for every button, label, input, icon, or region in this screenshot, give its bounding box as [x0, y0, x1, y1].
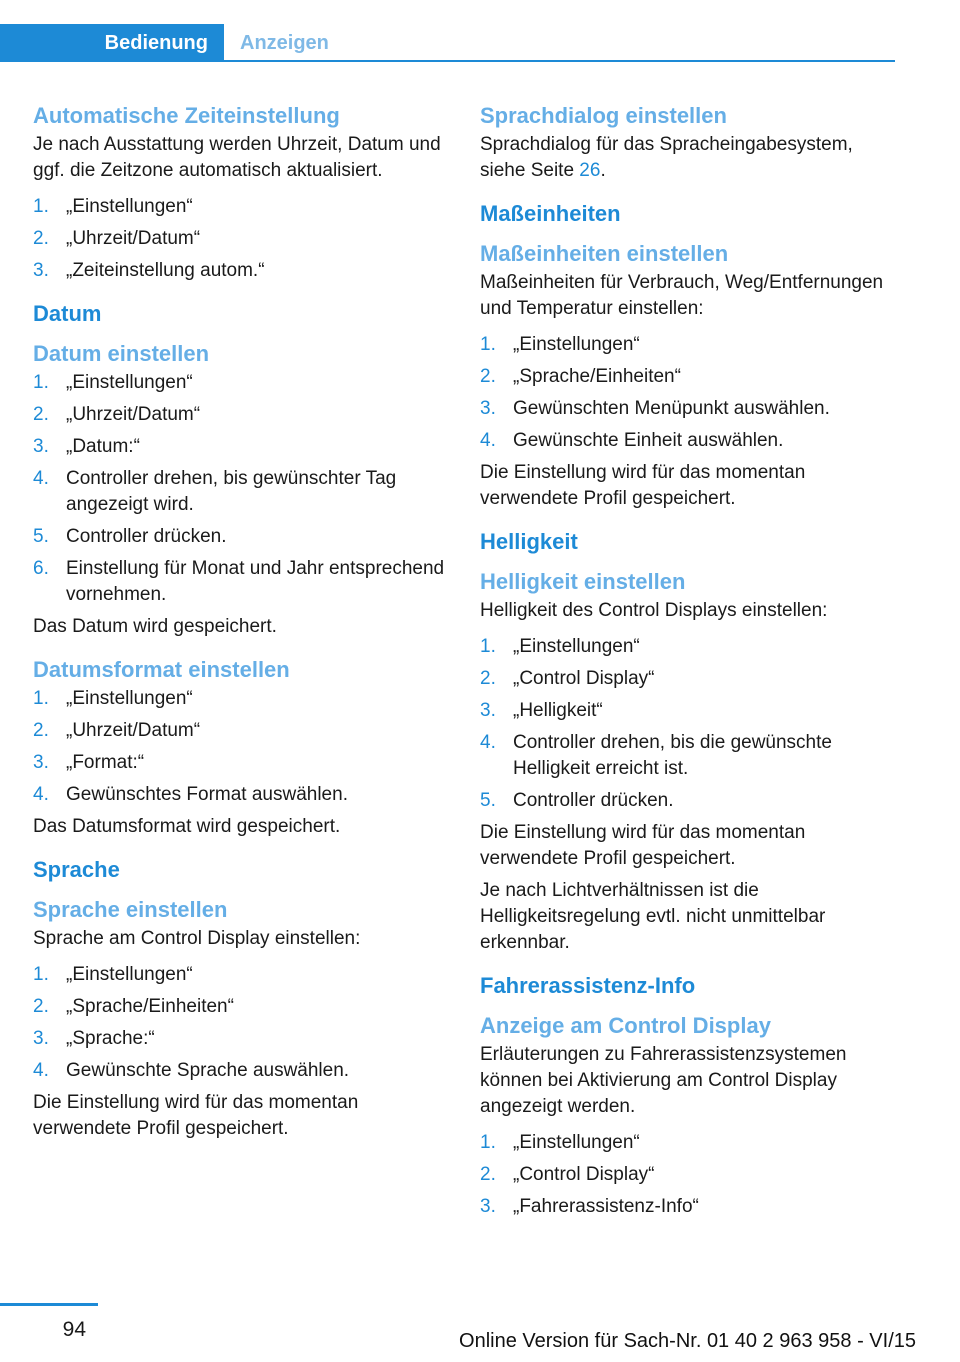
masseinheiten-intro: Maßeinheiten für Verbrauch, Weg/Entfernungen und Temperatur einstellen: [480, 272, 884, 319]
footer-version: Online Version für Sach-Nr. 01 40 2 963 958 - VI/15 [459, 1330, 916, 1352]
list-item [480, 396, 900, 422]
datum-steps [33, 370, 453, 608]
list-item [33, 994, 453, 1020]
step-text: Controller drehen, bis die gewünschte Helligkeit erreicht ist. [513, 732, 832, 779]
list-item [33, 1026, 453, 1052]
list-item [33, 1058, 453, 1084]
section-auto-zeit [33, 102, 453, 284]
step-number: 2. [33, 996, 49, 1017]
heading-datumsformat: Datumsformat einstellen [33, 657, 290, 682]
step-number: 2. [33, 228, 49, 249]
list-item [480, 634, 900, 660]
step-text: Gewünschten Menüpunkt auswählen. [513, 398, 830, 419]
step-text: „Sprache/Einheiten“ [513, 366, 681, 387]
step-number: 3. [33, 1028, 49, 1049]
step-text: „Einstellungen“ [66, 964, 193, 985]
step-text: „Control Display“ [513, 668, 655, 689]
step-text: „Sprache:“ [66, 1028, 155, 1049]
step-text: Controller drücken. [66, 526, 227, 547]
step-text: „Einstellungen“ [513, 334, 640, 355]
step-text: „Einstellungen“ [513, 636, 640, 657]
step-text: „Helligkeit“ [513, 700, 603, 721]
list-item [480, 1194, 900, 1220]
list-item [33, 782, 453, 808]
masseinheiten-steps [480, 332, 900, 454]
left-column [33, 102, 453, 1158]
heading-datum-einstellen: Datum einstellen [33, 341, 210, 366]
step-text: „Einstellungen“ [513, 1132, 640, 1153]
list-item [33, 686, 453, 712]
step-number: 2. [33, 720, 49, 741]
section-helligkeit [480, 568, 900, 956]
step-number: 4. [33, 468, 49, 489]
heading-helligkeit-einstellen: Helligkeit einstellen [480, 569, 686, 594]
sprache-steps [33, 962, 453, 1084]
step-number: 4. [33, 784, 49, 805]
datumsformat-note: Das Datumsformat wird gespeichert. [33, 816, 341, 837]
step-number: 1. [33, 372, 49, 393]
step-text: „Uhrzeit/Datum“ [66, 720, 201, 741]
heading-auto-zeit: Automatische Zeiteinstellung [33, 103, 340, 128]
step-text: „Datum:“ [66, 436, 140, 457]
step-number: 5. [33, 526, 49, 547]
step-text: „Einstellungen“ [66, 196, 193, 217]
step-text: „Uhrzeit/Datum“ [66, 228, 201, 249]
list-item [480, 730, 900, 782]
heading-helligkeit: Helligkeit [480, 529, 578, 554]
heading-masseinheiten-einstellen: Maßeinheiten einstellen [480, 241, 729, 266]
heading-sprachdialog: Sprachdialog einstellen [480, 103, 727, 128]
step-number: 4. [480, 430, 496, 451]
section-sprache [33, 896, 453, 1142]
helligkeit-intro: Helligkeit des Control Displays einstellen: [480, 600, 828, 621]
page-number: 94 [62, 1318, 86, 1341]
step-text: „Control Display“ [513, 1164, 655, 1185]
sprachdialog-text: Sprachdialog für das Spracheingabesystem, siehe Seite [480, 134, 853, 181]
step-number: 6. [33, 558, 49, 579]
step-text: Controller drücken. [513, 790, 674, 811]
step-number: 3. [480, 398, 496, 419]
heading-sprache: Sprache [33, 857, 120, 882]
step-text: „Zeiteinstellung autom.“ [66, 260, 265, 281]
list-item [33, 402, 453, 428]
step-number: 1. [33, 196, 49, 217]
sprachdialog-end: . [600, 160, 606, 181]
helligkeit-note-2: Je nach Lichtverhältnissen ist die Helligkeitsregelung evtl. nicht unmittelbar erkennbar. [480, 880, 826, 953]
heading-fahrerassistenz: Fahrerassistenz-Info [480, 973, 696, 998]
step-number: 5. [480, 790, 496, 811]
step-text: „Einstellungen“ [66, 688, 193, 709]
step-number: 3. [480, 700, 496, 721]
list-item [480, 1162, 900, 1188]
helligkeit-steps [480, 634, 900, 814]
heading-datum: Datum [33, 301, 102, 326]
datum-note: Das Datum wird gespeichert. [33, 616, 277, 637]
step-number: 2. [33, 404, 49, 425]
auto-zeit-steps [33, 194, 453, 284]
list-item [33, 718, 453, 744]
step-text: Gewünschte Einheit auswählen. [513, 430, 784, 451]
heading-sprache-einstellen: Sprache einstellen [33, 897, 228, 922]
heading-masseinheiten: Maßeinheiten [480, 201, 621, 226]
list-item [480, 788, 900, 814]
list-item [33, 370, 453, 396]
fahrerassistenz-intro: Erläuterungen zu Fahrerassistenzsystemen können bei Aktivierung am Control Display angezeigt werden. [480, 1044, 847, 1117]
right-column [480, 102, 900, 1236]
masseinheiten-note: Die Einstellung wird für das momentan verwendete Profil gespeichert. [480, 462, 806, 509]
list-item [480, 428, 900, 454]
list-item [33, 466, 453, 518]
list-item [480, 364, 900, 390]
list-item [480, 332, 900, 358]
list-item [33, 194, 453, 220]
step-text: Gewünschtes Format auswählen. [66, 784, 348, 805]
section-sprachdialog [480, 102, 900, 184]
step-number: 3. [33, 260, 49, 281]
section-fahrerassistenz [480, 1012, 900, 1220]
step-number: 3. [33, 752, 49, 773]
list-item [33, 434, 453, 460]
section-datum [33, 340, 453, 640]
section-masseinheiten [480, 240, 900, 512]
step-number: 1. [33, 688, 49, 709]
list-item [480, 698, 900, 724]
sprache-note: Die Einstellung wird für das momentan verwendete Profil gespeichert. [33, 1092, 359, 1139]
step-number: 2. [480, 366, 496, 387]
step-number: 1. [33, 964, 49, 985]
step-text: „Format:“ [66, 752, 145, 773]
step-number: 1. [480, 1132, 496, 1153]
helligkeit-note: Die Einstellung wird für das momentan verwendete Profil gespeichert. [480, 822, 806, 869]
heading-anzeige-control-display: Anzeige am Control Display [480, 1013, 771, 1038]
step-number: 3. [480, 1196, 496, 1217]
fahrerassistenz-steps [480, 1130, 900, 1220]
step-number: 2. [480, 668, 496, 689]
step-number: 3. [33, 436, 49, 457]
list-item [33, 524, 453, 550]
step-number: 1. [480, 636, 496, 657]
list-item [33, 258, 453, 284]
tabbar-underline [0, 60, 895, 62]
auto-zeit-intro: Je nach Ausstattung werden Uhrzeit, Datum und ggf. die Zeitzone automatisch aktualisiert. [33, 134, 441, 181]
section-tabbar [0, 24, 895, 62]
tab-anzeigen[interactable]: Anzeigen [240, 31, 329, 54]
step-number: 4. [33, 1060, 49, 1081]
sprache-intro: Sprache am Control Display einstellen: [33, 928, 361, 949]
tab-bedienung[interactable]: Bedienung [0, 24, 224, 62]
step-text: „Einstellungen“ [66, 372, 193, 393]
list-item [33, 962, 453, 988]
step-number: 1. [480, 334, 496, 355]
page-number-rule [0, 1303, 98, 1306]
step-text: „Fahrerassistenz-Info“ [513, 1196, 699, 1217]
page-link-26[interactable]: 26 [579, 160, 601, 181]
step-text: Gewünschte Sprache auswählen. [66, 1060, 350, 1081]
sprachdialog-intro [480, 132, 900, 184]
list-item [480, 1130, 900, 1156]
step-text: „Sprache/Einheiten“ [66, 996, 234, 1017]
list-item [480, 666, 900, 692]
step-number: 2. [480, 1164, 496, 1185]
section-datumsformat [33, 656, 453, 840]
step-text: „Uhrzeit/Datum“ [66, 404, 201, 425]
list-item [33, 226, 453, 252]
list-item [33, 750, 453, 776]
step-text: Controller drehen, bis gewünschter Tag angezeigt wird. [66, 468, 397, 515]
datumsformat-steps [33, 686, 453, 808]
step-number: 4. [480, 732, 496, 753]
list-item [33, 556, 453, 608]
step-text: Einstellung für Monat und Jahr entsprechend vornehmen. [66, 558, 445, 605]
